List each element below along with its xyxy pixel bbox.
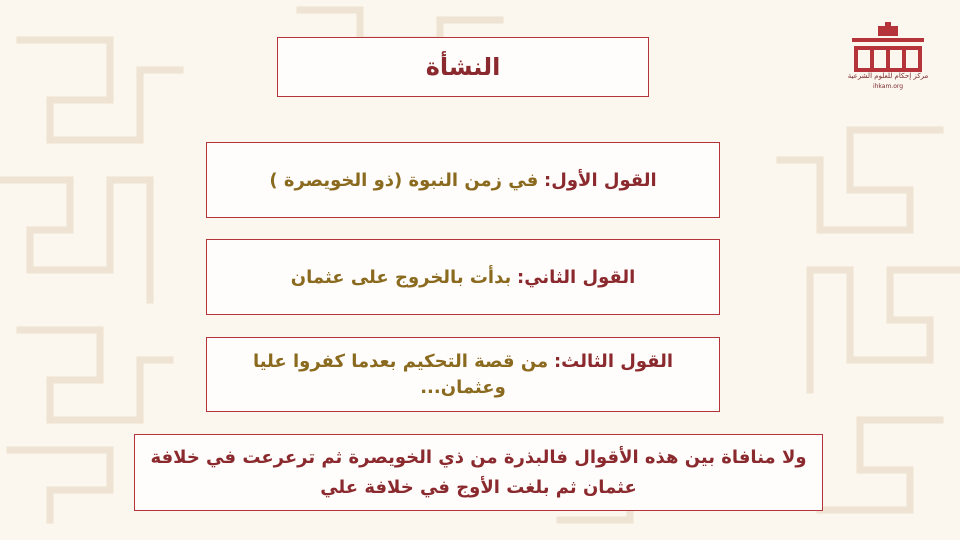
quote-box-2 [206,239,720,315]
quote-2-text: بدأت بالخروج على عثمان [290,266,512,288]
quote-box-3 [206,337,720,412]
quote-3-text: من قصة التحكيم بعدما كفروا عليا وعثمان... [252,350,549,398]
conclusion-box [134,434,823,511]
logo-subtitle: مركز إحكام للعلوم الشرعية [847,72,929,80]
ihkam-logo [842,22,934,94]
page-title: النشأة [425,53,501,81]
logo-site: ihkam.org [872,83,904,90]
quote-2-label: القول الثاني: [517,266,636,288]
quote-3-label: القول الثالث: [553,350,674,372]
quote-3 [207,349,719,401]
quote-1 [239,167,686,194]
quote-1-text: في زمن النبوة (ذو الخويصرة ) [269,169,539,191]
quote-2 [261,264,666,291]
title-box [277,37,649,97]
conclusion-text: ولا منافاة بين هذه الأقوال فالبذرة من ذي الخويصرة ثم ترعرعت في خلافة عثمان ثم بلغت الأوج في خلافة علي [150,446,807,498]
quote-box-1 [206,142,720,218]
quote-1-label: القول الأول: [544,169,657,191]
